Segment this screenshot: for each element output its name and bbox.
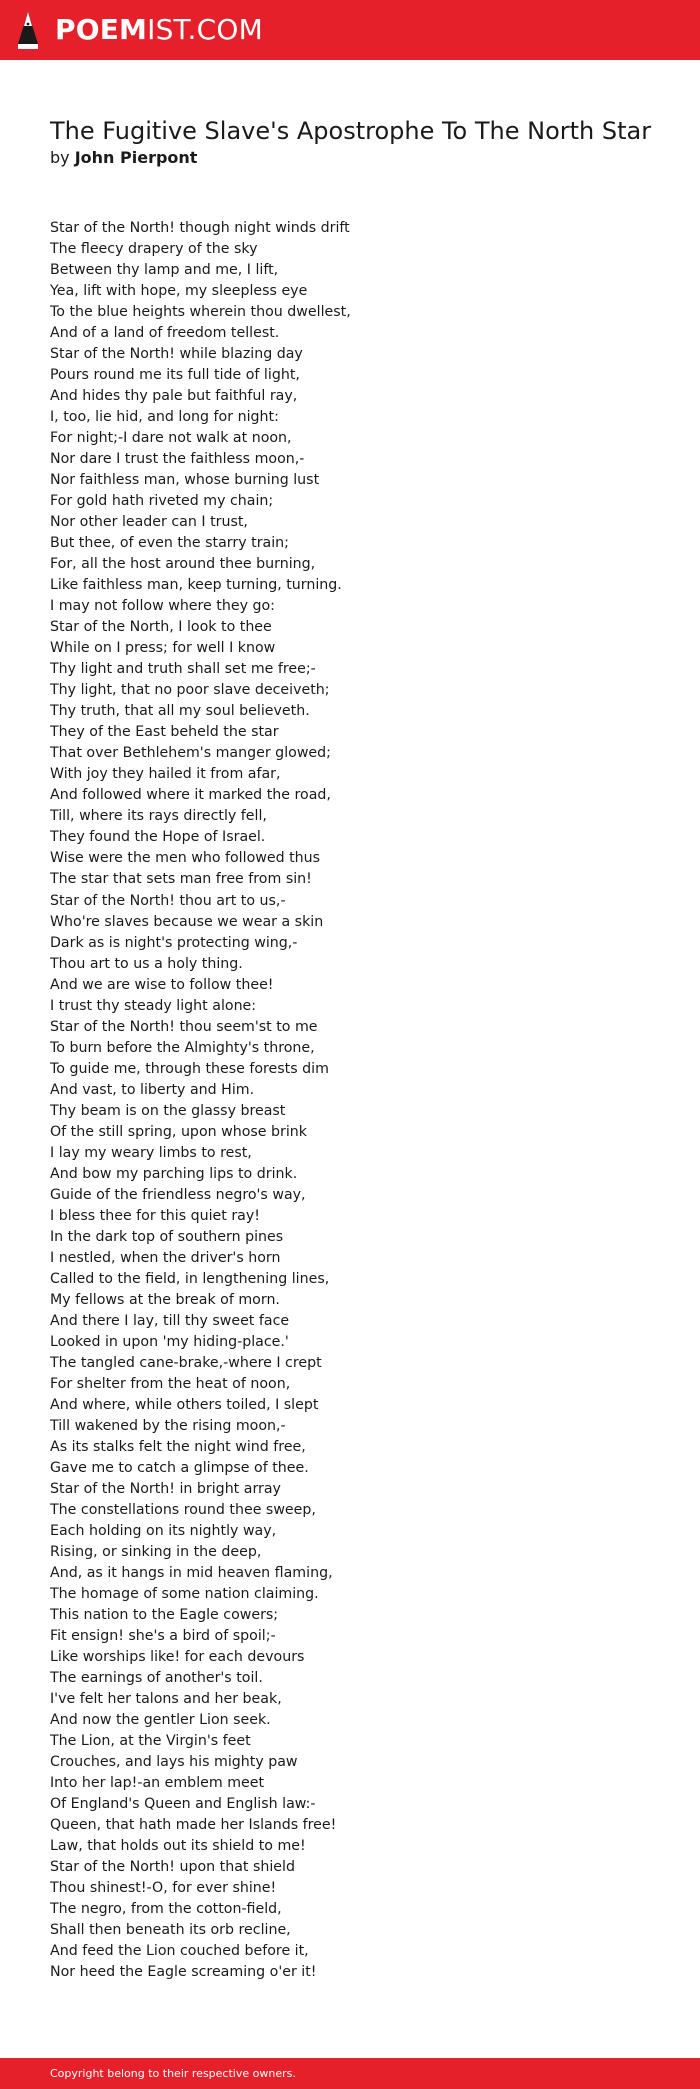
poem-line: Rising, or sinking in the deep, [50, 1543, 262, 1560]
poem-line: Queen, that hath made her Islands free! [50, 1817, 337, 1834]
poem-line: For, all the host around thee burning, [50, 556, 316, 573]
poem-line: My fellows at the break of morn. [50, 1291, 280, 1308]
poem-line: The Lion, at the Virgin's feet [50, 1733, 251, 1750]
poem-line: To burn before the Almighty's throne, [50, 1039, 315, 1056]
by-label: by [50, 148, 70, 167]
poem-line: Called to the field, in lengthening lines, [50, 1270, 330, 1287]
poem-line: And bow my parching lips to drink. [50, 1165, 298, 1182]
poem-line: In the dark top of southern pines [50, 1228, 284, 1245]
poem-body [50, 218, 351, 1983]
poem-line: Till wakened by the rising moon,- [50, 1417, 286, 1434]
poem-line: Like faithless man, keep turning, turning. [50, 577, 342, 594]
poem-line: Star of the North! thou art to us,- [50, 892, 286, 909]
poem-line: The fleecy drapery of the sky [50, 241, 258, 258]
poem-line: With joy they hailed it from afar, [50, 766, 281, 783]
poem-line: They found the Hope of Israel. [50, 829, 266, 846]
poem-line: While on I press; for well I know [50, 640, 276, 657]
poem-line: And vast, to liberty and Him. [50, 1081, 255, 1098]
poem-line: Dark as is night's protecting wing,- [50, 934, 298, 951]
poem-line: Nor other leader can I trust, [50, 514, 248, 531]
poem-line: The homage of some nation claiming. [50, 1586, 319, 1603]
poem-line: And now the gentler Lion seek. [50, 1712, 271, 1729]
poem-line: Till, where its rays directly fell, [50, 808, 267, 825]
poem-line: Yea, lift with hope, my sleepless eye [50, 283, 308, 300]
poem-line: Nor faithless man, whose burning lust [50, 472, 320, 489]
poem-line: Like worships like! for each devours [50, 1649, 305, 1666]
author-name[interactable]: John Pierpont [74, 148, 198, 167]
pen-nib-icon [16, 10, 40, 50]
poem-line: The constellations round thee sweep, [50, 1501, 316, 1518]
site-logo[interactable] [16, 10, 263, 50]
poem-line: They of the East beheld the star [50, 724, 279, 741]
site-header [0, 0, 700, 60]
poem-line: The negro, from the cotton-field, [50, 1901, 282, 1918]
poem-line: For night;-I dare not walk at noon, [50, 430, 292, 447]
poem-line: This nation to the Eagle cowers; [50, 1607, 279, 1624]
poem-line: Pours round me its full tide of light, [50, 367, 300, 384]
poem-line: Law, that holds out its shield to me! [50, 1838, 306, 1855]
poem-line: And feed the Lion couched before it, [50, 1943, 309, 1960]
poem-line: Thy light, that no poor slave deceiveth; [50, 682, 330, 699]
poem-line: Gave me to catch a glimpse of thee. [50, 1459, 309, 1476]
site-name [55, 10, 263, 50]
poem-line: Thy light and truth shall set me free;- [50, 661, 316, 678]
poem-line: That over Bethlehem's manger glowed; [50, 745, 331, 762]
poem-line: Thou shinest!-O, for ever shine! [50, 1880, 277, 1897]
poem-line: Of England's Queen and English law:- [50, 1796, 316, 1813]
poem-line: Star of the North! upon that shield [50, 1859, 295, 1876]
poem-line: Into her lap!-an emblem meet [50, 1775, 265, 1792]
poem-line: Shall then beneath its orb recline, [50, 1922, 291, 1939]
poem-title: The Fugitive Slave's Apostrophe To The North Star [50, 117, 652, 145]
poem-line: Nor heed the Eagle screaming o'er it! [50, 1964, 317, 1981]
poem-line: The earnings of another's toil. [50, 1670, 263, 1687]
poem-line: I lay my weary limbs to rest, [50, 1144, 252, 1161]
poem-line: Star of the North! though night winds drift [50, 220, 350, 236]
poem-line: And followed where it marked the road, [50, 787, 331, 804]
poem-line: Guide of the friendless negro's way, [50, 1186, 306, 1203]
poem-line: And where, while others toiled, I slept [50, 1396, 319, 1413]
poem-line: The tangled cane-brake,-where I crept [50, 1354, 322, 1371]
poem-line: Between thy lamp and me, I lift, [50, 262, 279, 279]
poem-line: To the blue heights wherein thou dwellest, [50, 304, 351, 321]
poem-line: Each holding on its nightly way, [50, 1522, 277, 1539]
site-name-bold: POEM [55, 13, 148, 46]
poem-line: But thee, of even the starry train; [50, 535, 289, 552]
poem-line: I may not follow where they go: [50, 598, 275, 615]
poem-line: I trust thy steady light alone: [50, 997, 257, 1014]
poem-line: Thy truth, that all my soul believeth. [50, 703, 310, 720]
poem-line: And hides thy pale but faithful ray, [50, 388, 298, 405]
poem-line: Of the still spring, upon whose brink [50, 1123, 308, 1140]
poem-line: I nestled, when the driver's horn [50, 1249, 281, 1266]
poem-line: Star of the North! thou seem'st to me [50, 1018, 318, 1035]
poem-line: As its stalks felt the night wind free, [50, 1438, 306, 1455]
poem-line: Star of the North! in bright array [50, 1480, 281, 1497]
poem-line: Wise were the men who followed thus [50, 850, 321, 867]
poem-line: And there I lay, till thy sweet face [50, 1312, 290, 1329]
poem-line: Nor dare I trust the faithless moon,- [50, 451, 305, 468]
poem-line: And, as it hangs in mid heaven flaming, [50, 1565, 333, 1581]
site-footer [0, 2058, 700, 2089]
poem-line: Who're slaves because we wear a skin [50, 913, 324, 930]
poem-line: To guide me, through these forests dim [50, 1060, 329, 1077]
poem-line: Crouches, and lays his mighty paw [50, 1754, 298, 1771]
poem-line: Looked in upon 'my hiding-place.' [50, 1333, 289, 1350]
poem-line: And we are wise to follow thee! [50, 976, 274, 993]
poem-line: I bless thee for this quiet ray! [50, 1207, 260, 1224]
poem-line: Star of the North! while blazing day [50, 346, 303, 363]
poem-line: I've felt her talons and her beak, [50, 1691, 282, 1708]
copyright-text: Copyright belong to their respective owners. [50, 2067, 296, 2080]
poem-line: I, too, lie hid, and long for night: [50, 409, 279, 426]
poem-line: Thy beam is on the glassy breast [50, 1102, 286, 1119]
byline [50, 147, 197, 169]
site-name-rest: IST.COM [147, 13, 263, 46]
poem-line: Thou art to us a holy thing. [50, 955, 243, 972]
poem-line: For shelter from the heat of noon, [50, 1375, 291, 1392]
poem-line: The star that sets man free from sin! [50, 871, 312, 888]
poem-line: And of a land of freedom tellest. [50, 325, 280, 342]
poem-line: Fit ensign! she's a bird of spoil;- [50, 1628, 276, 1645]
poem-line: For gold hath riveted my chain; [50, 493, 274, 510]
poem-line: Star of the North, I look to thee [50, 619, 272, 636]
